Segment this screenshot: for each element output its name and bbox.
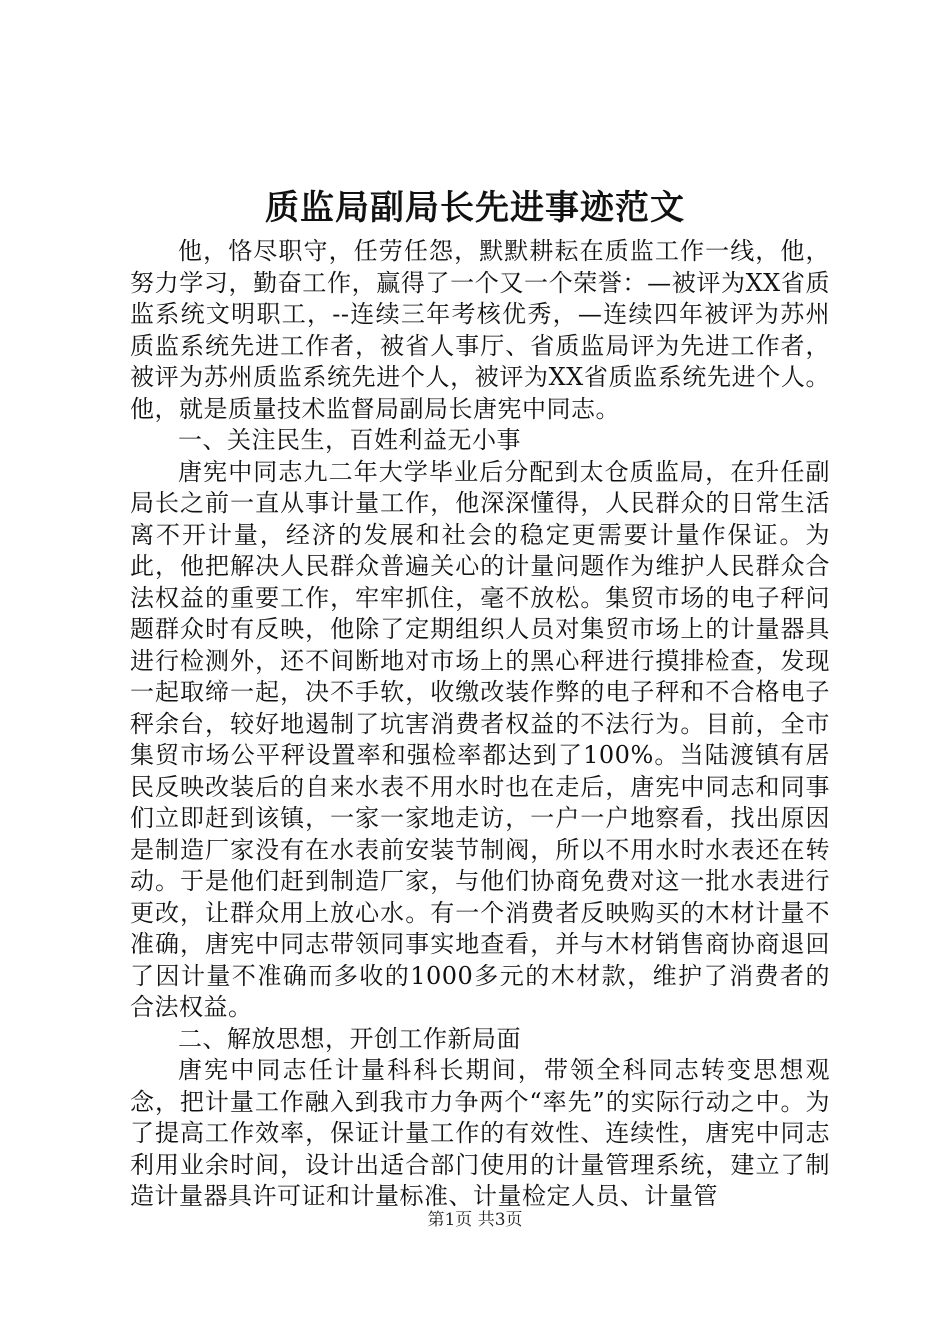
- page-footer: 第1页 共3页: [427, 1210, 523, 1230]
- section-2-paragraph: 唐宪中同志任计量科科长期间，带领全科同志转变思想观念，把计量工作融入到我市力争两个“率先”的实际行动之中。为了提高工作效率，保证计量工作的有效性、连续性，唐宪中同志利用业余时间，设计出适合部门使用的计量管理系统，建立了制造计量器具许可证和计量标准、计量检定人员、计量管: [130, 1056, 830, 1210]
- section-heading-1: 一、关注民生，百姓利益无小事: [178, 426, 521, 454]
- intro-paragraph: 他，恪尽职守，任劳任怨，默默耕耘在质监工作一线，他，努力学习，勤奋工作，赢得了一个又一个荣誉：—被评为XX省质监系统文明职工，--连续三年考核优秀，—连续四年被评为苏州质监系统先进工作者，被省人事厅、省质监局评为先进工作者，被评为苏州质监系统先进个人，被评为XX省质监系统先进个人。他，就是质量技术监督局副局长唐宪中同志。: [130, 237, 830, 423]
- section-heading-2: 二、解放思想，开创工作新局面: [178, 1024, 521, 1053]
- document-body: [130, 236, 830, 1213]
- section-1-paragraph: 唐宪中同志九二年大学毕业后分配到太仓质监局，在升任副局长之前一直从事计量工作，他深深懂得，人民群众的日常生活离不开计量，经济的发展和社会的稳定更需要计量作保证。为此，他把解决人民群众普遍关心的计量问题作为维护人民群众合法权益的重要工作，牢牢抓住，毫不放松。集贸市场的电子秤问题群众时有反映，他除了定期组织人员对集贸市场上的计量器具进行检测外，还不间断地对市场上的黑心秤进行摸排检查，发现一起取缔一起，决不手软，收缴改装作弊的电子秤和不合格电子秤余台，较好地遏制了坑害消费者权益的不法行为。目前，全市集贸市场公平秤设置率和强检率都达到了100%。当陆渡镇有居民反映改装后的自来水表不用水时也在走后，唐宪中同志和同事们立即赶到该镇，一家一家地走访，一户一户地察看，找出原因是制造厂家没有在水表前安装节制阀，所以不用水时水表还在转动。于是他们赶到制造厂家，与他们协商免费对这一批水表进行更改，让群众用上放心水。有一个消费者反映购买的木材计量不准确，唐宪中同志带领同事实地查看，并与木材销售商协商退回了因计量不准确而多收的1000多元的木材款，维护了消费者的合法权益。: [130, 457, 830, 1021]
- document-title: 质监局副局长先进事迹范文: [265, 188, 685, 228]
